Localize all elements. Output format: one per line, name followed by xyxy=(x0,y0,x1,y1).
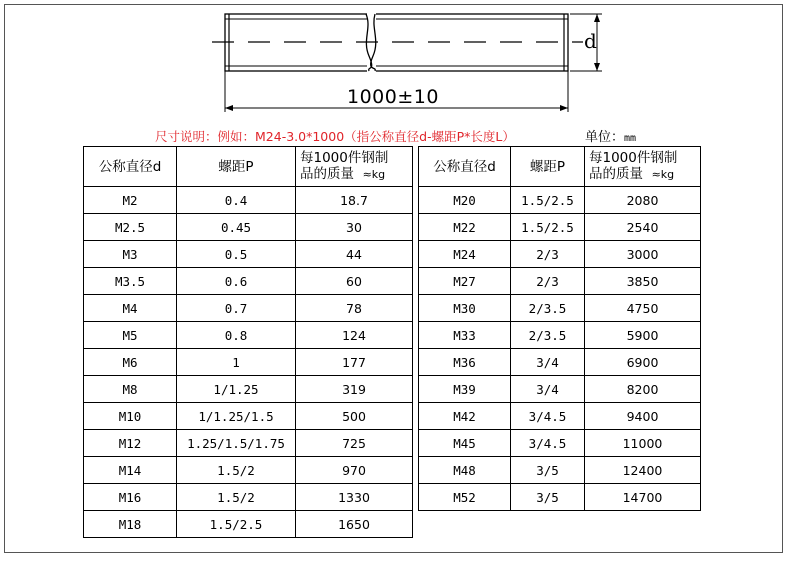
cell-pitch: 0.8 xyxy=(177,322,296,349)
cell-pitch: 2/3 xyxy=(511,241,585,268)
cell-pitch: 1.5/2.5 xyxy=(511,214,585,241)
table-row xyxy=(419,349,701,376)
cell-diameter: M16 xyxy=(84,484,177,511)
cell-diameter: M39 xyxy=(419,376,511,403)
cell-pitch: 3/4 xyxy=(511,376,585,403)
cell-diameter: M20 xyxy=(419,187,511,214)
cell-diameter: M33 xyxy=(419,322,511,349)
cell-diameter: M3.5 xyxy=(84,268,177,295)
threaded-rod-drawing xyxy=(0,0,790,140)
cell-mass: 9400 xyxy=(585,403,701,430)
cell-diameter: M24 xyxy=(419,241,511,268)
spec-table-left xyxy=(83,146,413,538)
cell-pitch: 3/4.5 xyxy=(511,403,585,430)
cell-mass: 124 xyxy=(296,322,413,349)
table-row xyxy=(84,295,413,322)
table-row xyxy=(84,187,413,214)
header-mass: 每1000件钢制 品的质量 ≈kg xyxy=(585,147,701,187)
spec-table-right xyxy=(418,146,701,511)
cell-mass: 60 xyxy=(296,268,413,295)
cell-pitch: 2/3.5 xyxy=(511,322,585,349)
cell-pitch: 2/3 xyxy=(511,268,585,295)
cell-mass: 1650 xyxy=(296,511,413,538)
header-diameter: 公称直径d xyxy=(84,147,177,187)
table-row xyxy=(419,430,701,457)
cell-mass: 2540 xyxy=(585,214,701,241)
table-row xyxy=(419,376,701,403)
cell-mass: 725 xyxy=(296,430,413,457)
cell-mass: 78 xyxy=(296,295,413,322)
table-row xyxy=(84,403,413,430)
cell-mass: 970 xyxy=(296,457,413,484)
cell-pitch: 1/1.25/1.5 xyxy=(177,403,296,430)
table-row xyxy=(419,241,701,268)
cell-mass: 3850 xyxy=(585,268,701,295)
cell-pitch: 2/3.5 xyxy=(511,295,585,322)
cell-pitch: 1.5/2.5 xyxy=(511,187,585,214)
cell-pitch: 0.45 xyxy=(177,214,296,241)
cell-mass: 500 xyxy=(296,403,413,430)
cell-pitch: 1 xyxy=(177,349,296,376)
cell-pitch: 3/5 xyxy=(511,484,585,511)
cell-mass: 30 xyxy=(296,214,413,241)
header-pitch: 螺距P xyxy=(511,147,585,187)
table-row xyxy=(84,268,413,295)
cell-pitch: 0.6 xyxy=(177,268,296,295)
cell-mass: 319 xyxy=(296,376,413,403)
cell-diameter: M52 xyxy=(419,484,511,511)
cell-mass: 14700 xyxy=(585,484,701,511)
table-row xyxy=(84,484,413,511)
table-row xyxy=(84,430,413,457)
cell-diameter: M8 xyxy=(84,376,177,403)
cell-diameter: M18 xyxy=(84,511,177,538)
table-row xyxy=(419,268,701,295)
cell-diameter: M27 xyxy=(419,268,511,295)
cell-mass: 177 xyxy=(296,349,413,376)
diameter-label: d xyxy=(584,29,597,53)
cell-diameter: M36 xyxy=(419,349,511,376)
cell-mass: 1330 xyxy=(296,484,413,511)
table-row xyxy=(419,322,701,349)
table-row xyxy=(84,511,413,538)
table-row xyxy=(419,457,701,484)
table-row xyxy=(419,484,701,511)
cell-mass: 5900 xyxy=(585,322,701,349)
cell-diameter: M4 xyxy=(84,295,177,322)
cell-mass: 2080 xyxy=(585,187,701,214)
cell-pitch: 1.5/2 xyxy=(177,484,296,511)
dimension-note: 尺寸说明：例如：M24-3.0*1000（指公称直径d-螺距P*长度L） xyxy=(155,129,515,144)
cell-diameter: M48 xyxy=(419,457,511,484)
cell-pitch: 3/5 xyxy=(511,457,585,484)
header-diameter: 公称直径d xyxy=(419,147,511,187)
cell-mass: 12400 xyxy=(585,457,701,484)
header-pitch: 螺距P xyxy=(177,147,296,187)
cell-diameter: M10 xyxy=(84,403,177,430)
cell-diameter: M2.5 xyxy=(84,214,177,241)
table-row xyxy=(84,214,413,241)
cell-diameter: M6 xyxy=(84,349,177,376)
cell-diameter: M42 xyxy=(419,403,511,430)
table-header-row xyxy=(419,147,701,187)
cell-pitch: 1.25/1.5/1.75 xyxy=(177,430,296,457)
cell-mass: 18.7 xyxy=(296,187,413,214)
unit-label: 单位：mm xyxy=(585,130,637,145)
cell-diameter: M2 xyxy=(84,187,177,214)
header-mass: 每1000件钢制 品的质量 ≈kg xyxy=(296,147,413,187)
cell-pitch: 1.5/2 xyxy=(177,457,296,484)
table-row xyxy=(84,376,413,403)
cell-mass: 3000 xyxy=(585,241,701,268)
cell-mass: 8200 xyxy=(585,376,701,403)
cell-diameter: M14 xyxy=(84,457,177,484)
cell-pitch: 0.7 xyxy=(177,295,296,322)
cell-mass: 6900 xyxy=(585,349,701,376)
cell-diameter: M22 xyxy=(419,214,511,241)
cell-mass: 44 xyxy=(296,241,413,268)
cell-diameter: M5 xyxy=(84,322,177,349)
table-row xyxy=(419,214,701,241)
table-header-row xyxy=(84,147,413,187)
cell-pitch: 1/1.25 xyxy=(177,376,296,403)
cell-diameter: M30 xyxy=(419,295,511,322)
table-row xyxy=(84,241,413,268)
cell-pitch: 0.4 xyxy=(177,187,296,214)
cell-pitch: 3/4.5 xyxy=(511,430,585,457)
length-dimension-text: 1000±10 xyxy=(347,86,439,108)
cell-diameter: M12 xyxy=(84,430,177,457)
cell-pitch: 0.5 xyxy=(177,241,296,268)
cell-mass: 4750 xyxy=(585,295,701,322)
table-row xyxy=(419,187,701,214)
table-row xyxy=(84,457,413,484)
cell-pitch: 3/4 xyxy=(511,349,585,376)
table-row xyxy=(84,322,413,349)
table-row xyxy=(419,295,701,322)
cell-pitch: 1.5/2.5 xyxy=(177,511,296,538)
cell-mass: 11000 xyxy=(585,430,701,457)
cell-diameter: M45 xyxy=(419,430,511,457)
table-row xyxy=(419,403,701,430)
cell-diameter: M3 xyxy=(84,241,177,268)
table-row xyxy=(84,349,413,376)
